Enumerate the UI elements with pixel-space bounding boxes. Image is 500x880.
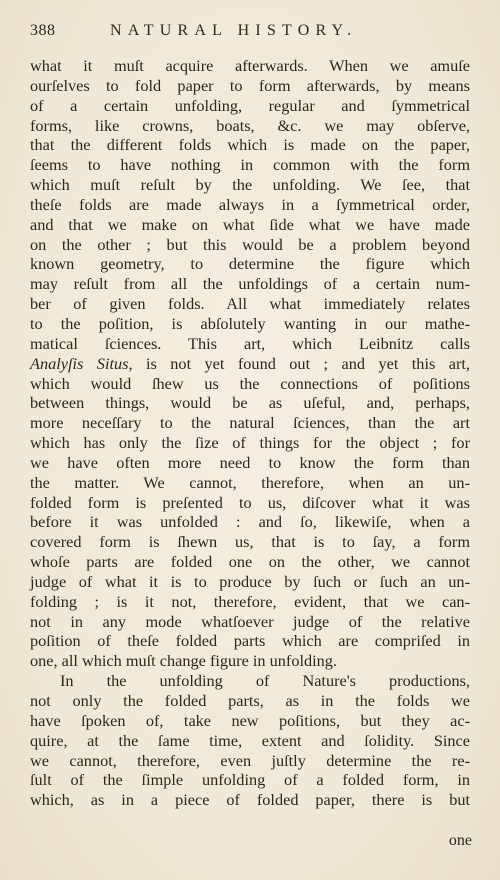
text-line: more neceſſary to the natural ſciences, than the art (30, 413, 470, 433)
text-line: one, all which muſt change figure in unfolding. (30, 651, 338, 671)
text-line: forms, like crowns, boats, &c. we may obſerve, (30, 115, 470, 135)
running-title: NATURAL HISTORY. (110, 22, 358, 39)
text-line: not in any mode whatſoever judge of the relative (30, 611, 470, 631)
text-line: ourſelves to fold paper to form afterwards, by means (30, 75, 470, 95)
text-line: ſult of the ſimple unfolding of a folded form, in (30, 770, 470, 790)
text-line: not only the folded parts, as in the folds we (30, 691, 470, 710)
text-line: In the unfolding of Nature's productions, (60, 671, 470, 691)
text-line: which has only the ſize of things for the object ; for (30, 433, 470, 453)
text-line: theſe folds are made always in a ſymmetrical order, (30, 194, 470, 214)
text-line: folded form is preſented to us, diſcover what it was (30, 492, 470, 512)
text-line: poſition of theſe folded parts which are compriſed in (30, 631, 470, 651)
text-line: we cannot, therefore, even juſtly determine the re- (30, 750, 470, 770)
text-line: known geometry, to determine the figure which (30, 254, 470, 274)
text-line: quire, at the ſame time, extent and ſolidity. Since (30, 730, 470, 750)
text-line: ſeems to have nothing in common with the form (30, 155, 470, 175)
text-line: covered form is ſhewn us, that is to ſay, a form (30, 532, 470, 552)
text-line: the matter. We cannot, therefore, when an un- (30, 472, 470, 492)
text-line: on the other ; but this would be a problem beyond (30, 234, 470, 254)
text-line: which muſt reſult by the unfolding. We ſee, that (30, 175, 470, 195)
text-line: and that we make on what ſide what we have made (30, 214, 470, 234)
text-line: which would ſhew us the connections of poſitions (30, 373, 470, 393)
text-line: of a certain unfolding, regular and ſymmetrical (30, 95, 470, 115)
text-line: between things, would be as uſeful, and, perhaps, (30, 393, 470, 413)
text-line: to the poſition, is abſolutely wanting in our mathe- (30, 313, 470, 333)
text-line: Analyſis Situs, is not yet found out ; and yet this art, (30, 353, 470, 373)
text-line: folding ; is it not, therefore, evident, that we can- (30, 591, 470, 611)
text-line: that the different folds which is made on the paper, (30, 135, 470, 155)
text-line: have ſpoken of, take new poſitions, but they ac- (30, 710, 470, 730)
text-line: may reſult from all the unfoldings of a certain num- (30, 274, 470, 294)
italic-term: Analyſis Situs (30, 353, 129, 373)
text-line: ber of given folds. All what immediately relates (30, 294, 470, 314)
catchword: one (448, 832, 472, 849)
text-line: we have often more need to know the form than (30, 452, 470, 472)
text-line: whoſe parts are folded one on the other, we cannot (30, 552, 470, 572)
text-line: which, as in a piece of folded paper, there is but (30, 790, 470, 810)
text-line: what it muſt acquire afterwards. When we amuſe (30, 56, 470, 75)
text-line: judge of what it is to produce by ſuch or ſuch an un- (30, 571, 470, 591)
running-head (30, 22, 470, 44)
text-line: matical ſciences. This art, which Leibnitz calls (30, 333, 470, 353)
body-text (30, 56, 470, 810)
text-line: before it was unfolded : and ſo, likewiſe, when a (30, 512, 470, 532)
page-number: 388 (30, 22, 56, 39)
